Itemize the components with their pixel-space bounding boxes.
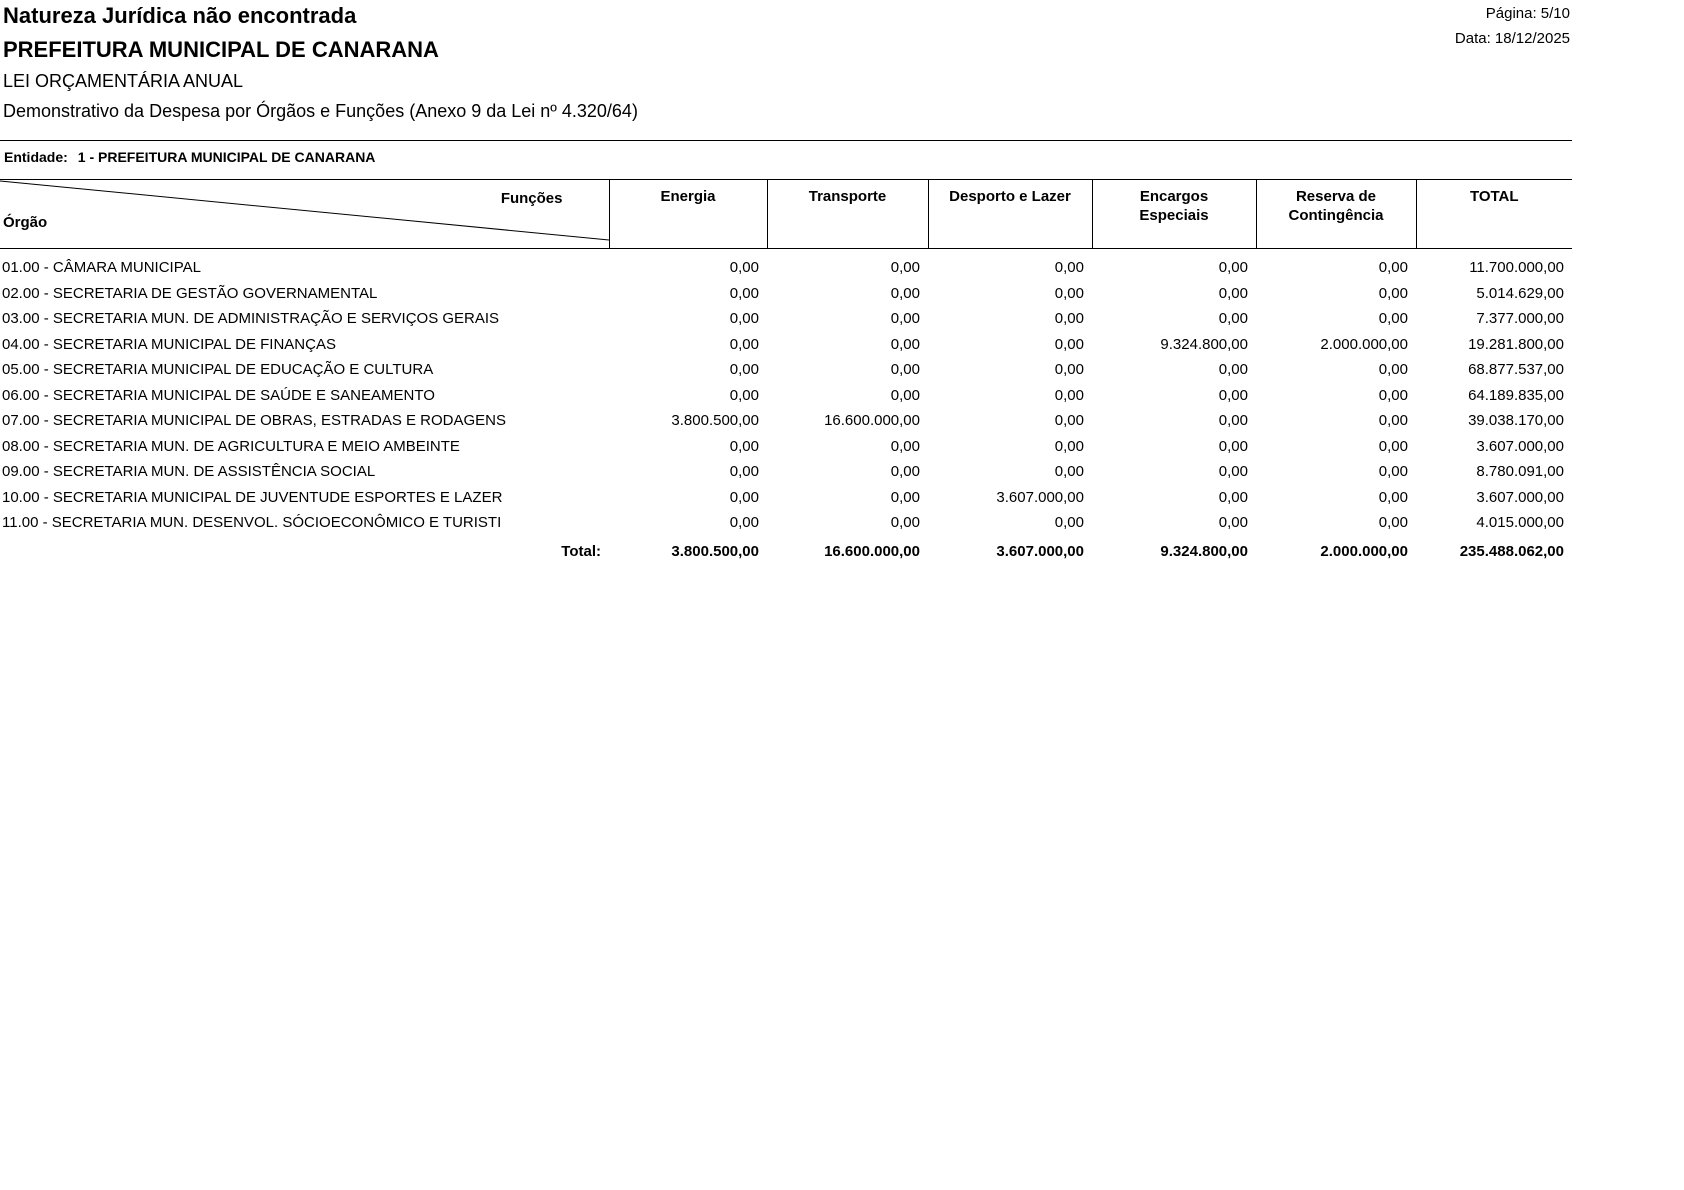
column-header-line: Contingência (1288, 207, 1384, 224)
value-cell: 0,00 (890, 310, 920, 328)
value-cell: 0,00 (1218, 437, 1248, 455)
value-cell: 0,00 (1378, 437, 1408, 455)
column-header (609, 180, 767, 249)
column-header-line: Encargos (1139, 188, 1209, 205)
total-value-cell: 2.000.000,00 (1320, 543, 1408, 560)
column-header-line: Energia (660, 188, 716, 205)
value-cell: 0,00 (729, 361, 759, 379)
organ-name-cell: 09.00 - SECRETARIA MUN. DE ASSISTÊNCIA SOCIAL (2, 463, 376, 481)
total-value-cell: 235.488.062,00 (1459, 543, 1564, 560)
column-header (1256, 180, 1416, 249)
total-value-cell: 3.800.500,00 (671, 543, 759, 560)
total-label: Total: (561, 543, 601, 560)
value-cell: 39.038.170,00 (1468, 412, 1564, 430)
value-cell: 0,00 (729, 437, 759, 455)
value-cell: 0,00 (1378, 488, 1408, 506)
value-cell: 0,00 (1378, 361, 1408, 379)
total-value-cell: 16.600.000,00 (824, 543, 920, 560)
value-cell: 2.000.000,00 (1320, 335, 1408, 353)
table-row (0, 306, 1572, 332)
value-cell: 0,00 (1218, 361, 1248, 379)
column-header-line: Reserva de (1295, 188, 1377, 205)
value-cell: 0,00 (890, 361, 920, 379)
value-cell: 0,00 (1378, 386, 1408, 404)
organ-name-cell: 04.00 - SECRETARIA MUNICIPAL DE FINANÇAS (2, 335, 336, 353)
value-cell: 0,00 (1054, 412, 1084, 430)
value-cell: 0,00 (729, 386, 759, 404)
table-row (0, 332, 1572, 358)
value-cell: 3.800.500,00 (671, 412, 759, 430)
table-row (0, 510, 1572, 536)
organ-name-cell: 06.00 - SECRETARIA MUNICIPAL DE SAÚDE E SANEAMENTO (2, 386, 435, 404)
value-cell: 0,00 (1218, 514, 1248, 532)
value-cell: 0,00 (890, 259, 920, 277)
organ-name-cell: 10.00 - SECRETARIA MUNICIPAL DE JUVENTUDE ESPORTES E LAZER (2, 488, 503, 506)
value-cell: 16.600.000,00 (824, 412, 920, 430)
value-cell: 0,00 (1378, 463, 1408, 481)
page-number: Página: 5/10 (1485, 5, 1570, 22)
value-cell: 3.607.000,00 (1476, 437, 1564, 455)
value-cell: 0,00 (1054, 259, 1084, 277)
table-row (0, 434, 1572, 460)
value-cell: 3.607.000,00 (996, 488, 1084, 506)
table-row (0, 281, 1572, 307)
report-title-municipality: PREFEITURA MUNICIPAL DE CANARANA (3, 37, 439, 62)
value-cell: 0,00 (729, 463, 759, 481)
value-cell: 5.014.629,00 (1476, 284, 1564, 302)
value-cell: 0,00 (729, 259, 759, 277)
report-subtitle-annex: Demonstrativo da Despesa por Órgãos e Funções (Anexo 9 da Lei nº 4.320/64) (3, 101, 638, 121)
value-cell: 0,00 (890, 284, 920, 302)
entity-label: Entidade: (4, 149, 68, 165)
value-cell: 0,00 (1054, 386, 1084, 404)
value-cell: 0,00 (890, 335, 920, 353)
column-header-line: TOTAL (1469, 188, 1519, 205)
value-cell: 0,00 (1378, 310, 1408, 328)
value-cell: 0,00 (890, 386, 920, 404)
value-cell: 0,00 (890, 488, 920, 506)
organ-name-cell: 03.00 - SECRETARIA MUN. DE ADMINISTRAÇÃO E SERVIÇOS GERAIS (2, 310, 500, 328)
value-cell: 0,00 (1054, 361, 1084, 379)
value-cell: 0,00 (1218, 488, 1248, 506)
value-cell: 0,00 (1054, 437, 1084, 455)
functions-header-label: Funções (500, 190, 563, 207)
column-header-line: Especiais (1139, 207, 1209, 224)
value-cell: 0,00 (1218, 310, 1248, 328)
value-cell: 0,00 (1054, 335, 1084, 353)
entity-line (4, 149, 375, 165)
value-cell: 0,00 (1378, 514, 1408, 532)
organ-name-cell: 05.00 - SECRETARIA MUNICIPAL DE EDUCAÇÃO E CULTURA (2, 361, 434, 379)
organ-header-label: Órgão (3, 214, 48, 231)
value-cell: 64.189.835,00 (1468, 386, 1564, 404)
table-row (0, 249, 1572, 281)
organ-name-cell: 01.00 - CÂMARA MUNICIPAL (2, 259, 201, 277)
value-cell: 4.015.000,00 (1476, 514, 1564, 532)
table-header-row (0, 180, 1572, 249)
value-cell: 0,00 (729, 335, 759, 353)
value-cell: 0,00 (1378, 284, 1408, 302)
organ-name-cell: 07.00 - SECRETARIA MUNICIPAL DE OBRAS, ESTRADAS E RODAGENS (2, 412, 507, 430)
value-cell: 19.281.800,00 (1468, 335, 1564, 353)
organ-name-cell: 08.00 - SECRETARIA MUN. DE AGRICULTURA E MEIO AMBEINTE (2, 437, 460, 455)
entity-value: 1 - PREFEITURA MUNICIPAL DE CANARANA (77, 149, 376, 165)
organ-name-cell: 02.00 - SECRETARIA DE GESTÃO GOVERNAMENTAL (2, 284, 378, 302)
value-cell: 0,00 (729, 514, 759, 532)
value-cell: 0,00 (890, 514, 920, 532)
value-cell: 3.607.000,00 (1476, 488, 1564, 506)
totals-row (0, 536, 1572, 568)
value-cell: 7.377.000,00 (1476, 310, 1564, 328)
organ-name-cell: 11.00 - SECRETARIA MUN. DESENVOL. SÓCIOECONÔMICO E TURISTI (2, 514, 502, 532)
value-cell: 0,00 (729, 284, 759, 302)
value-cell: 0,00 (1218, 259, 1248, 277)
table-body (0, 249, 1572, 568)
value-cell: 11.700.000,00 (1469, 259, 1564, 277)
value-cell: 0,00 (1054, 514, 1084, 532)
table-row (0, 408, 1572, 434)
value-cell: 0,00 (729, 488, 759, 506)
table-row (0, 383, 1572, 409)
value-cell: 0,00 (1218, 284, 1248, 302)
value-cell: 0,00 (890, 463, 920, 481)
column-header (928, 180, 1092, 249)
value-cell: 0,00 (1378, 412, 1408, 430)
expense-table (0, 179, 1572, 568)
report-title-nature: Natureza Jurídica não encontrada (3, 3, 357, 28)
value-cell: 8.780.091,00 (1476, 463, 1564, 481)
value-cell: 0,00 (1218, 463, 1248, 481)
value-cell: 0,00 (1054, 284, 1084, 302)
value-cell: 0,00 (729, 310, 759, 328)
header-divider (0, 140, 1572, 141)
column-header (1092, 180, 1256, 249)
value-cell: 0,00 (1218, 412, 1248, 430)
value-cell: 0,00 (1378, 259, 1408, 277)
table-row (0, 485, 1572, 511)
value-cell: 0,00 (890, 437, 920, 455)
corner-header (0, 180, 609, 249)
column-header (1416, 180, 1572, 249)
value-cell: 0,00 (1054, 310, 1084, 328)
table-row (0, 357, 1572, 383)
total-value-cell: 9.324.800,00 (1160, 543, 1248, 560)
total-value-cell: 3.607.000,00 (996, 543, 1084, 560)
column-header-line: Desporto e Lazer (949, 188, 1071, 205)
report-date: Data: 18/12/2025 (1454, 30, 1570, 47)
table-row (0, 459, 1572, 485)
report-subtitle-law: LEI ORÇAMENTÁRIA ANUAL (3, 71, 244, 91)
column-header (767, 180, 928, 249)
column-header-line: Transporte (808, 188, 887, 205)
value-cell: 0,00 (1218, 386, 1248, 404)
value-cell: 0,00 (1054, 463, 1084, 481)
value-cell: 68.877.537,00 (1468, 361, 1564, 379)
value-cell: 9.324.800,00 (1160, 335, 1248, 353)
